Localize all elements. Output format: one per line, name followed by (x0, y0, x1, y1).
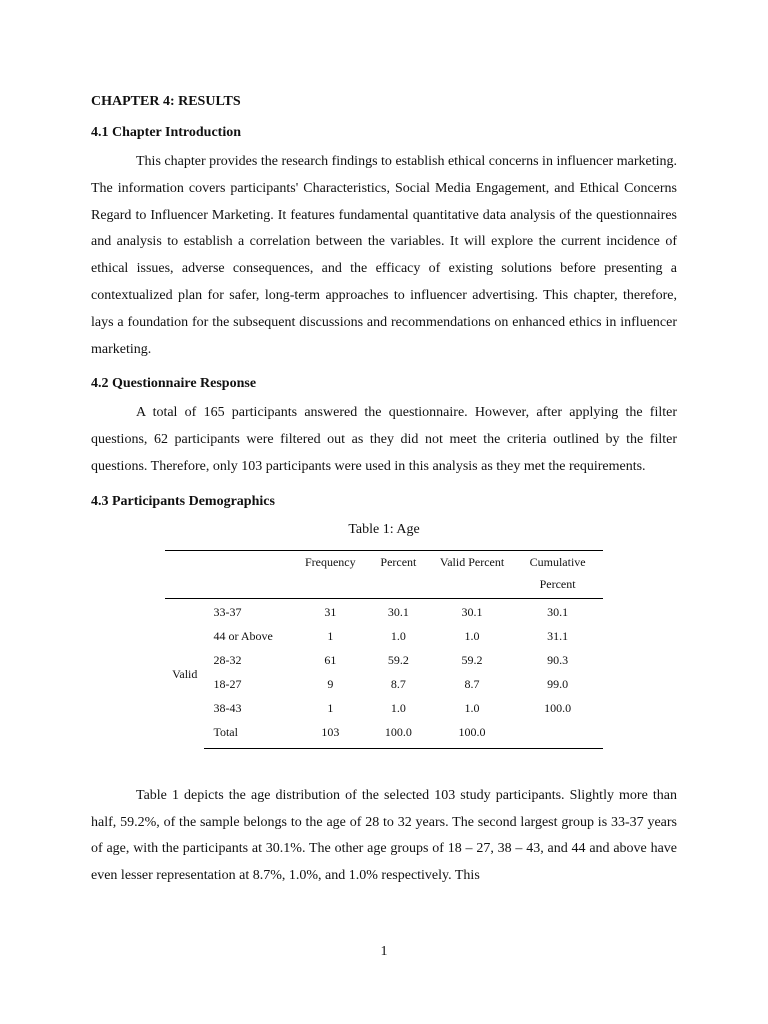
table-row (165, 696, 603, 720)
introduction-paragraph: This chapter provides the research findings to establish ethical concerns in influencer marketing. The information covers participants' Characteristics, Social Media Engagement, and Ethical Concerns Regard to Influencer Marketing. It features fundamental quantitative data analysis of the questionnaires and analysis to establish a correlation between the variables. It will explore the current incidence of ethical issues, adverse consequences, and the efficacy of existing solutions before presenting a contextualized plan for safer, long-term approaches to influencer advertising. This chapter, therefore, lays a foundation for the subsequent discussions and recommendations on enhanced ethics in influencer marketing. (91, 154, 677, 357)
cell-frequency: 61 (324, 652, 337, 667)
row-label: 33-37 (213, 604, 242, 619)
cell-valid-percent: 100.0 (432, 720, 512, 749)
header-blank-group (165, 550, 204, 598)
cell-frequency: 31 (324, 604, 337, 619)
header-frequency: Frequency (296, 550, 365, 598)
cell-valid-percent: 59.2 (461, 652, 483, 667)
cell-cumulative-percent: 90.3 (547, 652, 569, 667)
table-caption: Table 1: Age (348, 521, 420, 537)
section-heading-questionnaire: 4.2 Questionnaire Response (91, 376, 257, 392)
cell-percent: 100.0 (365, 720, 432, 749)
cell-frequency: 103 (296, 720, 365, 749)
cell-cumulative-percent: 31.1 (547, 628, 569, 643)
cell-percent: 1.0 (390, 700, 406, 715)
row-label: 44 or Above (213, 628, 273, 643)
header-blank-label (204, 550, 295, 598)
cell-percent: 8.7 (390, 676, 406, 691)
cell-frequency: 1 (327, 700, 334, 715)
section-heading-introduction: 4.1 Chapter Introduction (91, 125, 242, 140)
cell-valid-percent: 30.1 (461, 604, 483, 619)
age-table (165, 550, 603, 749)
row-label: 38-43 (213, 700, 242, 715)
table-row (165, 598, 603, 624)
row-label: 28-32 (213, 652, 242, 667)
cell-cumulative-percent (512, 720, 603, 749)
table-header-row (165, 550, 603, 598)
chapter-title: CHAPTER 4: RESULTS (91, 94, 241, 109)
cell-percent: 30.1 (387, 604, 409, 619)
table-discussion-paragraph: Table 1 depicts the age distribution of the selected 103 study participants. Slightly more than half, 59.2%, of the sample belongs to the age of 28 to 32 years. The second largest group is 33-37 years of age, with the participants at 30.1%. The other age groups of 18 – 27, 38 – 43, and 44 and above have even lesser representation at 8.7%, 1.0%, and 1.0% respectively. This (91, 787, 677, 884)
age-table-container (165, 550, 603, 749)
table-row-total (165, 720, 603, 749)
header-percent: Percent (365, 550, 432, 598)
header-cumulative-percent: Cumulative Percent (512, 550, 603, 598)
cell-percent: 1.0 (390, 628, 406, 643)
cell-cumulative-percent: 30.1 (547, 604, 569, 619)
cell-valid-percent: 8.7 (464, 676, 480, 691)
table-row (165, 672, 603, 696)
page-number: 1 (380, 944, 388, 959)
valid-group-label: Valid (172, 667, 198, 682)
header-valid-percent: Valid Percent (432, 550, 512, 598)
cell-valid-percent: 1.0 (464, 700, 480, 715)
table-row (165, 624, 603, 648)
row-label: 18-27 (213, 676, 242, 691)
cell-frequency: 1 (327, 628, 334, 643)
table-row (165, 648, 603, 672)
cell-frequency: 9 (327, 676, 334, 691)
cell-percent: 59.2 (387, 652, 409, 667)
cell-cumulative-percent: 100.0 (544, 700, 572, 715)
section-heading-demographics: 4.3 Participants Demographics (91, 493, 275, 509)
cell-valid-percent: 1.0 (464, 628, 480, 643)
cell-cumulative-percent: 99.0 (547, 676, 569, 691)
questionnaire-paragraph: A total of 165 participants answered the questionnaire. However, after applying the filter questions, 62 participants were filtered out as they did not meet the criteria outlined by the filter questions. Therefore, only 103 participants were used in this analysis as they met the requirements. (91, 405, 677, 474)
page-content (91, 90, 677, 899)
row-label: Total (204, 720, 295, 749)
